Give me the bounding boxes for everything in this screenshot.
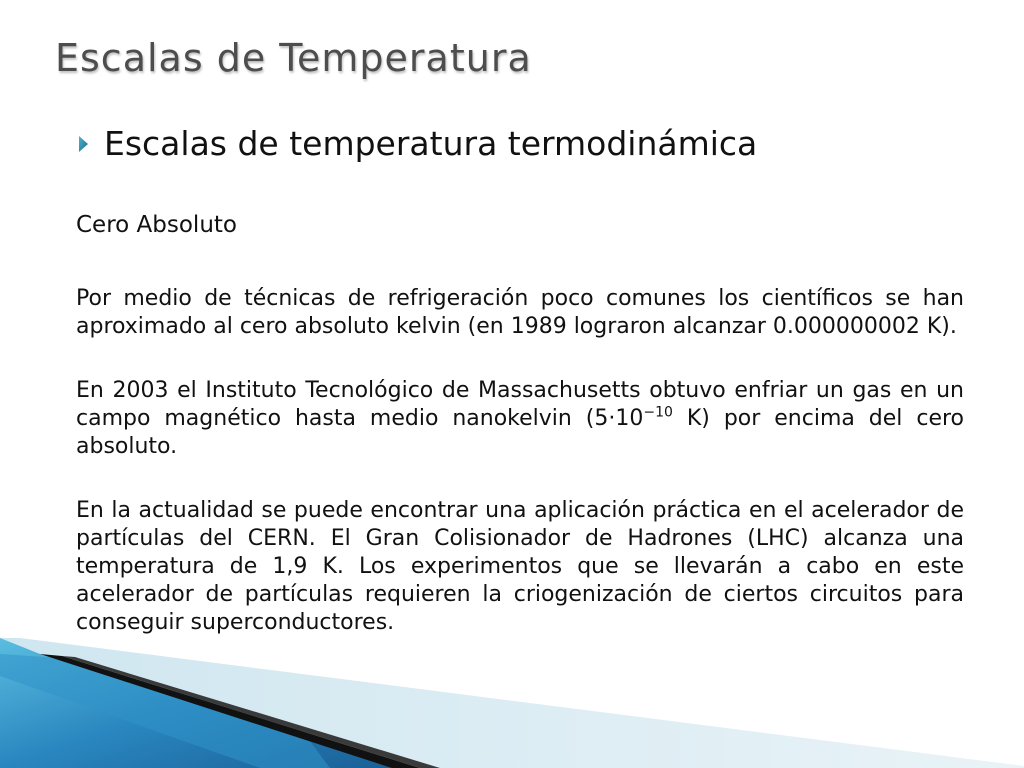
exponent: −10	[643, 404, 673, 421]
slide-title: Escalas de Temperatura	[55, 36, 532, 80]
triangle-bullet-icon	[76, 131, 92, 157]
body-content	[76, 208, 964, 637]
paragraph-2-text: En 2003 el Instituto Tecnológico de Massachusetts obtuvo enfriar un gas en un campo magnético hasta medio nanokelvin (5·10	[76, 378, 964, 431]
decorative-corner-band	[0, 638, 1024, 768]
paragraph-3: En la actualidad se puede encontrar una aplicación práctica en el acelerador de partículas del CERN. El Gran Colisionador de Hadrones (LHC) alcanza una temperatura de 1,9 K. Los experimentos que se llevarán a cabo en este acelerador de partículas requieren la criogenización de ciertos circuitos para conseguir superconductores.	[76, 498, 964, 635]
subheading: Cero Absoluto	[76, 212, 237, 238]
paragraph-1: Por medio de técnicas de refrigeración poco comunes los científicos se han aproximado al cero absoluto kelvin (en 1989 lograron alcanzar 0.000000002 K).	[76, 286, 964, 339]
bullet-text: Escalas de temperatura termodinámica	[104, 124, 758, 163]
bullet-item	[76, 124, 757, 163]
paragraph-2-text-end: K) por encima del cero absoluto.	[76, 406, 965, 459]
paragraph-2	[76, 377, 964, 461]
